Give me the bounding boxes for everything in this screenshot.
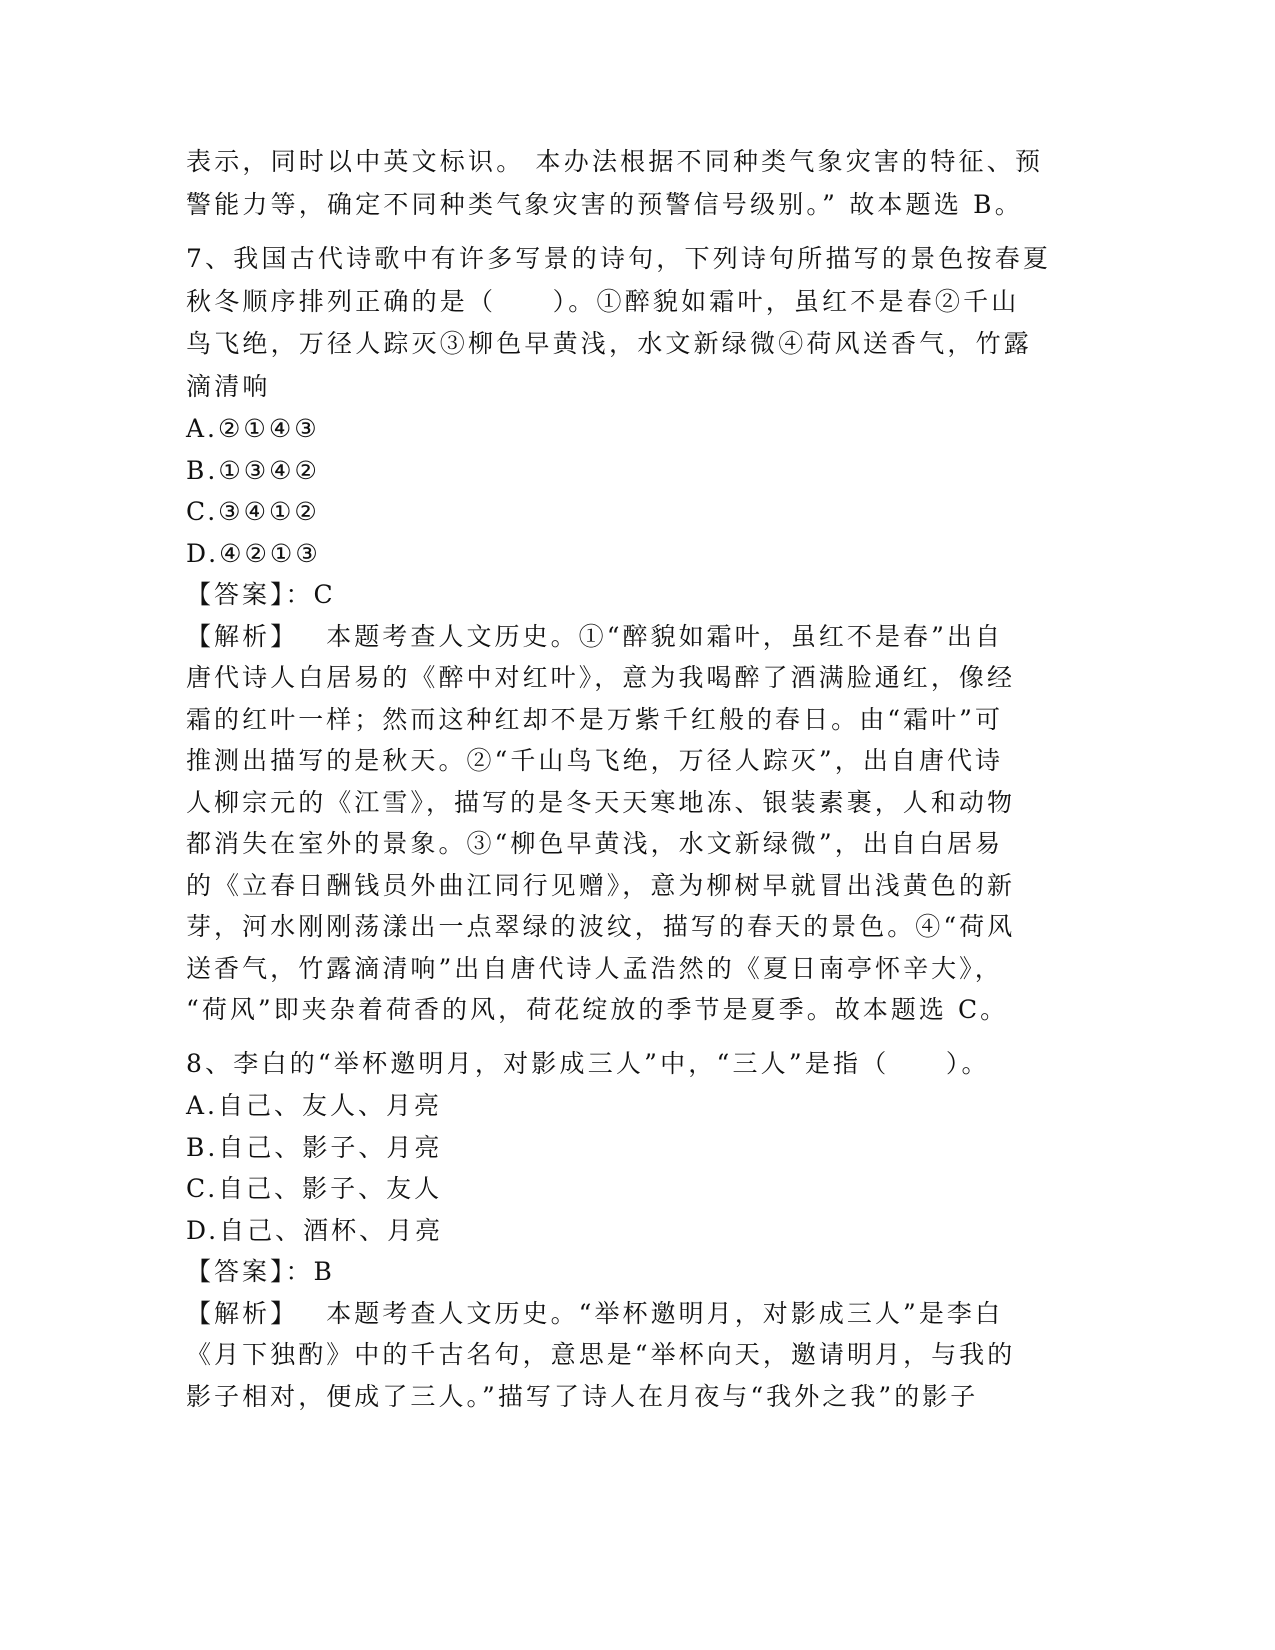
analysis-line: 人柳宗元的《江雪》，描写的是冬天天寒地冻、银装素裹，人和动物 — [186, 787, 1016, 817]
analysis-line — [186, 616, 1086, 658]
analysis-label: 【解析】 — [186, 621, 299, 651]
text-line: 表示，同时以中英文标识。 本办法根据不同种类气象灾害的特征、预 — [186, 147, 1044, 176]
analysis-block — [186, 1293, 1086, 1418]
stem-line: 鸟飞绝，万径人踪灭③柳色早黄浅，水文新绿微④荷风送香气，竹露 — [186, 329, 1033, 358]
stem-line: 7、我国古代诗歌中有许多写景的诗句，下列诗句所描写的景色按春夏 — [186, 244, 1052, 273]
analysis-line: 的《立春日酬钱员外曲江同行见赠》，意为柳树早就冒出浅黄色的新 — [186, 870, 1016, 900]
stem-line: 秋冬顺序排列正确的是（ ）。①醉貌如霜叶，虽红不是春②千山 — [186, 286, 1020, 316]
option-c: C.自己、影子、友人 — [186, 1174, 443, 1203]
option-d: D.④②①③ — [186, 538, 321, 568]
intro-paragraph — [186, 141, 1086, 226]
stem-line: 滴清响 — [186, 371, 271, 401]
option-b: B.①③④② — [186, 455, 320, 485]
document-page — [186, 141, 1086, 1417]
analysis-line: 唐代诗人白居易的《醉中对红叶》，意为我喝醉了酒满脸通红，像经 — [186, 663, 1016, 692]
option-list — [186, 1085, 1086, 1251]
text-line: 警能力等，确定不同种类气象灾害的预警信号级别。” 故本题选 B。 — [186, 189, 1023, 219]
analysis-text: 本题考查人文历史。“举杯邀明月，对影成三人”是李白 — [326, 1298, 1004, 1328]
analysis-block — [186, 616, 1086, 1031]
answer-line: 【答案】：C — [186, 580, 336, 609]
option-d: D.自己、酒杯、月亮 — [186, 1215, 444, 1245]
analysis-line: 都消失在室外的景象。③“柳色早黄浅，水文新绿微”，出自白居易 — [186, 829, 1004, 858]
answer-line: 【答案】：B — [186, 1257, 335, 1286]
analysis-text: 本题考查人文历史。①“醉貌如霜叶，虽红不是春”出自 — [326, 621, 1004, 651]
analysis-line: 影子相对，便成了三人。”描写了诗人在月夜与“我外之我”的影子 — [186, 1381, 979, 1411]
option-c: C.③④①② — [186, 497, 320, 526]
question-stem — [186, 238, 1086, 408]
analysis-line: 送香气，竹露滴清响”出自唐代诗人孟浩然的《夏日南亭怀辛大》， — [186, 953, 1003, 983]
analysis-line: 芽，河水刚刚荡漾出一点翠绿的波纹，描写的春天的景色。④“荷风 — [186, 912, 1016, 941]
option-a: A.②①④③ — [186, 414, 320, 443]
analysis-line: 推测出描写的是秋天。②“千山鸟飞绝，万径人踪灭”，出自唐代诗 — [186, 746, 1004, 775]
question-8 — [186, 1043, 1086, 1418]
analysis-line — [186, 1293, 1086, 1335]
question-stem — [186, 1043, 1086, 1086]
option-b: B.自己、影子、月亮 — [186, 1132, 443, 1162]
option-a: A.自己、友人、月亮 — [186, 1091, 443, 1120]
analysis-label: 【解析】 — [186, 1298, 299, 1328]
analysis-line: 霜的红叶一样；然而这种红却不是万紫千红般的春日。由“霜叶”可 — [186, 704, 1004, 734]
option-list — [186, 408, 1086, 574]
question-7 — [186, 238, 1086, 1031]
analysis-line: 《月下独酌》中的千古名句，意思是“举杯向天，邀请明月，与我的 — [186, 1340, 1016, 1369]
stem-line: 8、李白的“举杯邀明月，对影成三人”中，“三人”是指（ ）。 — [186, 1048, 990, 1078]
analysis-line: “荷风”即夹杂着荷香的风，荷花绽放的季节是夏季。故本题选 C。 — [186, 995, 1009, 1024]
